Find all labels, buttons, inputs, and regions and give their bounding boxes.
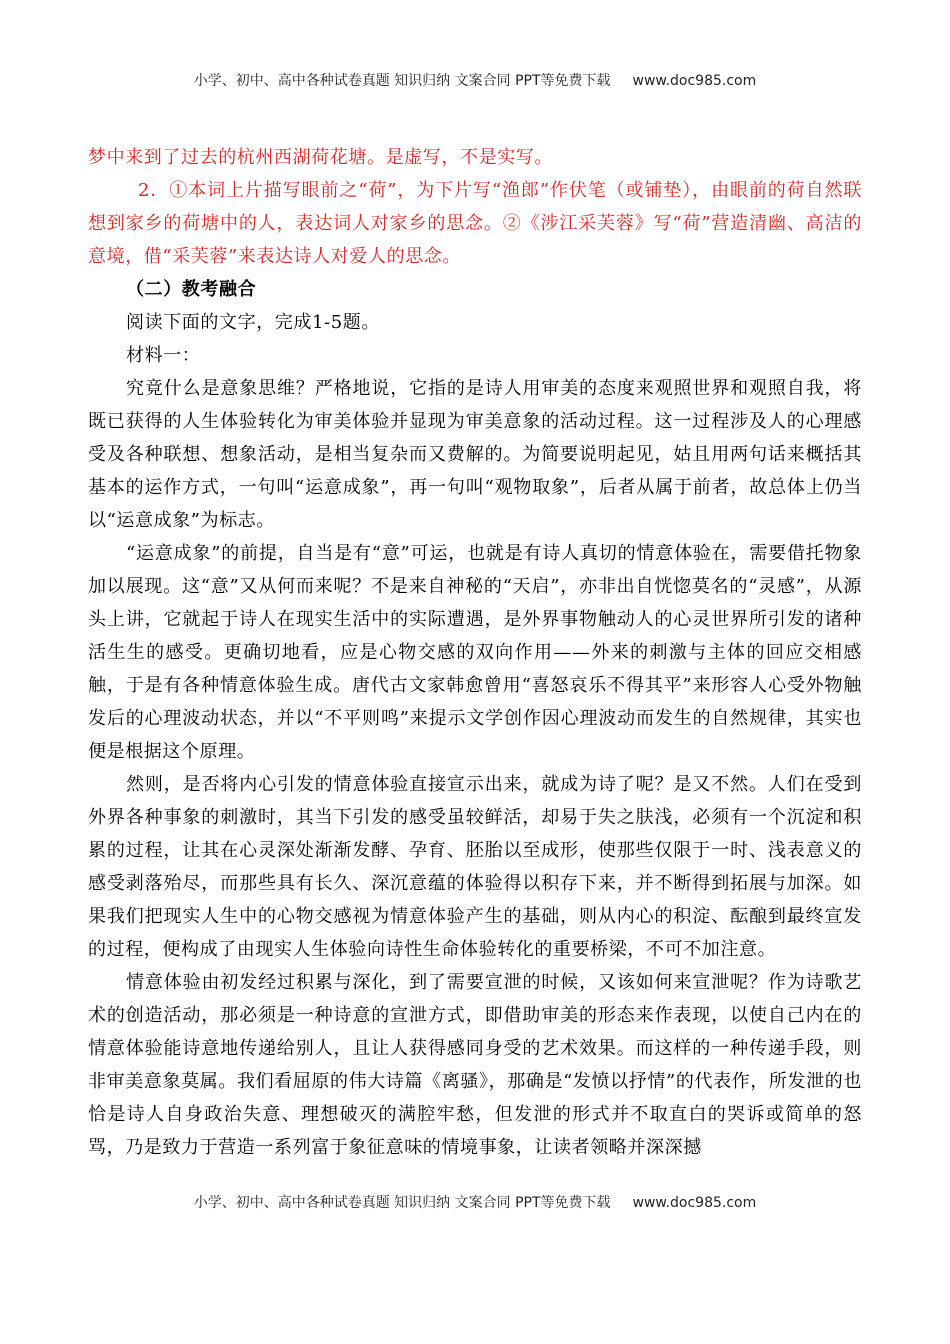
footer-site: www.doc985.com [632,1195,757,1211]
answer-paragraph-1: 梦中来到了过去的杭州西湖荷花塘。是虚写，不是实写。 [88,147,553,168]
header-site: www.doc985.com [632,73,757,89]
body-paragraph-4: 情意体验由初发经过积累与深化，到了需要宣泄的时候，又该如何来宣泄呢？作为诗歌艺术的创造活动，那必须是一种诗意的宣泄方式，即借助审美的形态来作表现，以使自己内在的情意体验能诗意地传递给别人，且让人获得感同身受的艺术效果。而这样的一种传递手段，则非审美意象莫属。我们看屈原的伟大诗篇《离骚》，那确是“发愤以抒情”的代表作，所发泄的也恰是诗人自身政治失意、理想破灭的满腔牢愁，但发泄的形式并不取直白的哭诉或简单的怒骂，乃是致力于营造一系列富于象征意味的情境事象，让读者领略并深深撼 [88,972,862,1158]
footer-text: 小学、初中、高中各种试卷真题 知识归纳 文案合同 PPT等免费下载 [193,1195,611,1211]
page-footer [0,1192,950,1212]
document-body [88,141,862,1164]
body-paragraph-3: 然则，是否将内心引发的情意体验直接宣示出来，就成为诗了呢？是又不然。人们在受到外界各种事象的刺激时，其当下引发的感受虽较鲜活，却易于失之肤浅，必须有一个沉淀和积累的过程，让其在心灵深处渐渐发酵、孕育、胚胎以至成形，使那些仅限于一时、浅表意义的感受剥落殆尽，而那些具有长久、深沉意蕴的体验得以积存下来，并不断得到拓展与加深。如果我们把现实人生中的心物交感视为情意体验产生的基础，则从内心的积淀、酝酿到最终宣发的过程，便构成了由现实人生体验向诗性生命体验转化的重要桥梁，不可不加注意。 [88,774,862,960]
section-heading: （二）教考融合 [126,279,257,300]
answer-paragraph-2: 2．①本词上片描写眼前之“荷”，为下片写“渔郎”作伏笔（或铺垫），由眼前的荷自然联想到家乡的荷塘中的人，表达词人对家乡的思念。②《涉江采芙蓉》写“荷”营造清幽、高洁的意境，借“采芙蓉”来表达诗人对爱人的思念。 [88,180,862,267]
header-text: 小学、初中、高中各种试卷真题 知识归纳 文案合同 PPT等免费下载 [193,73,611,89]
body-paragraph-2: “运意成象”的前提，自当是有“意”可运，也就是有诗人真切的情意体验在，需要借托物象加以展现。这“意”又从何而来呢？不是来自神秘的“天启”，亦非出自恍惚莫名的“灵感”，从源头上讲，它就起于诗人在现实生活中的实际遭遇，是外界事物触动人的心灵世界所引发的诸种活生生的感受。更确切地看，应是心物交感的双向作用——外来的刺激与主体的回应交相感触，于是有各种情意体验生成。唐代古文家韩愈曾用“喜怒哀乐不得其平”来形容人心受外物触发后的心理波动状态，并以“不平则鸣”来提示文学创作因心理波动而发生的自然规律，其实也便是根据这个原理。 [88,543,862,762]
reading-instruction: 阅读下面的文字，完成1-5题。 [126,312,380,333]
body-paragraph-1: 究竟什么是意象思维？严格地说，它指的是诗人用审美的态度来观照世界和观照自我，将既已获得的人生体验转化为审美体验并显现为审美意象的活动过程。这一过程涉及人的心理感受及各种联想、想象活动，是相当复杂而又费解的。为简要说明起见，姑且用两句话来概括其基本的运作方式，一句叫“运意成象”，再一句叫“观物取象”，后者从属于前者，故总体上仍当以“运意成象”为标志。 [88,378,862,531]
page-header [0,70,950,90]
material-label: 材料一： [126,345,201,366]
